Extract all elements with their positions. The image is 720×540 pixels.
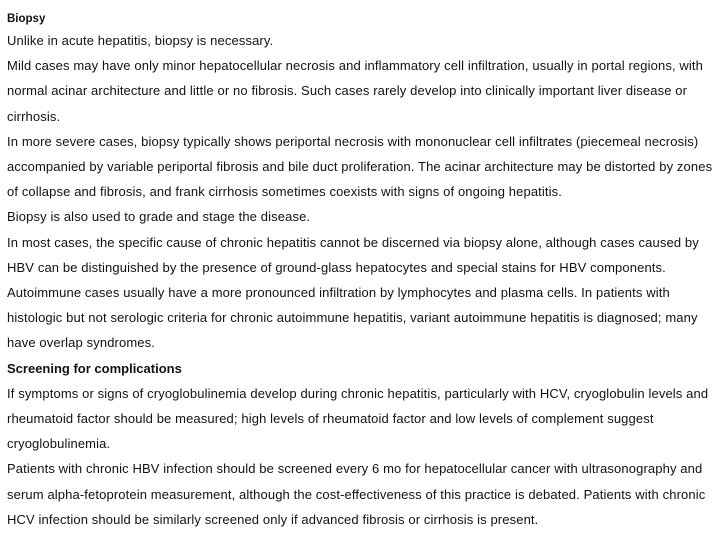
paragraph-cryoglobulinemia: If symptoms or signs of cryoglobulinemia develop during chronic hepatitis, particularly with HCV, cryoglobulin levels and rheumatoid factor should be measured; high levels of rheumatoid factor and low levels of complement suggest cryoglobulinemia. [7, 385, 709, 452]
section-title-screening: Screening for complications [7, 360, 182, 376]
paragraph-severe-cases: In more severe cases, biopsy typically shows periportal necrosis with mononuclear cell infiltrates (piecemeal necrosis) accompanied by variable periportal fibrosis and bile duct proliferation. The acinar architecture may be distorted by zones of collapse and fibrosis, and frank cirrhosis sometimes coexists with signs of ongoing hepatitis. [7, 133, 713, 200]
paragraph-specific-cause: In most cases, the specific cause of chronic hepatitis cannot be discerned via biopsy alone, although cases caused by HBV can be distinguished by the presence of ground-glass hepatocytes and special stains for HBV components. Autoimmune cases usually have a more pronounced infiltration by lymphocytes and plasma cells. In patients with histologic but not serologic criteria for chronic autoimmune hepatitis, variant autoimmune hepatitis is diagnosed; many have overlap syndromes. [7, 234, 699, 351]
paragraph-hbv-hcv-screening: Patients with chronic HBV infection should be screened every 6 mo for hepatocellular cancer with ultrasonography and serum alpha-fetoprotein measurement, although the cost-effectiveness of this practice is debated. Patients with chronic HCV infection should be similarly screened only if advanced fibrosis or cirrhosis is present. [7, 461, 706, 527]
paragraph-mild-cases: Mild cases may have only minor hepatocellular necrosis and inflammatory cell infiltration, usually in portal regions, with normal acinar architecture and little or no fibrosis. Such cases rarely develop into clinically important liver disease or cirrhosis. [7, 58, 704, 124]
document-body [7, 10, 717, 532]
paragraph-biopsy-necessary: Unlike in acute hepatitis, biopsy is necessary. [7, 33, 274, 48]
section-title-biopsy: Biopsy [7, 13, 46, 25]
paragraph-grade-stage: Biopsy is also used to grade and stage the disease. [7, 209, 311, 225]
